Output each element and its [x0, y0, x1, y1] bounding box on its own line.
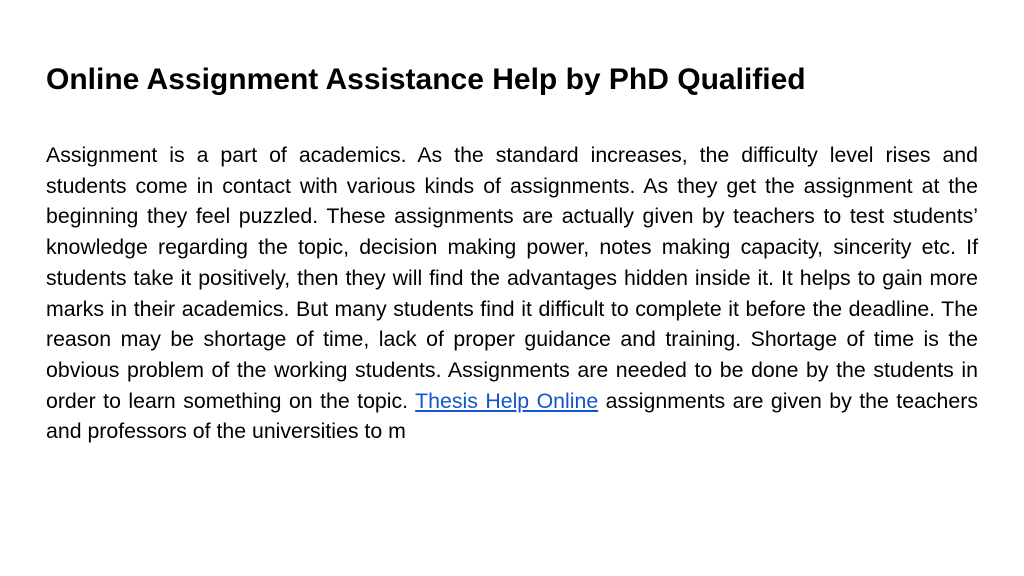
thesis-help-online-link[interactable]: Thesis Help Online — [415, 388, 599, 413]
paragraph-text-before-link: Assignment is a part of academics. As the standard increases, the difficulty level rises and students come in contact with various kinds of assignments. As they get the assignment at the beginning they feel puzzled. These assignments are actually given by teachers to test students’ knowledge regarding the topic, decision making power, notes making capacity, sincerity etc. If students take it positively, then they will find the advantages hidden inside it. It helps to gain more marks in their academics. But many students find it difficult to complete it before the deadline. The reason may be shortage of time, lack of proper guidance and training. Shortage of time is the obvious problem of the working students. Assignments are needed to be done by the students in order to learn something on the topic. — [46, 143, 978, 413]
slide-title: Online Assignment Assistance Help by PhD Qualified — [46, 63, 806, 96]
paragraph-text-after-link: assignments are given by the teachers and professors of the universities to m — [46, 388, 978, 444]
body-paragraph — [46, 140, 978, 447]
